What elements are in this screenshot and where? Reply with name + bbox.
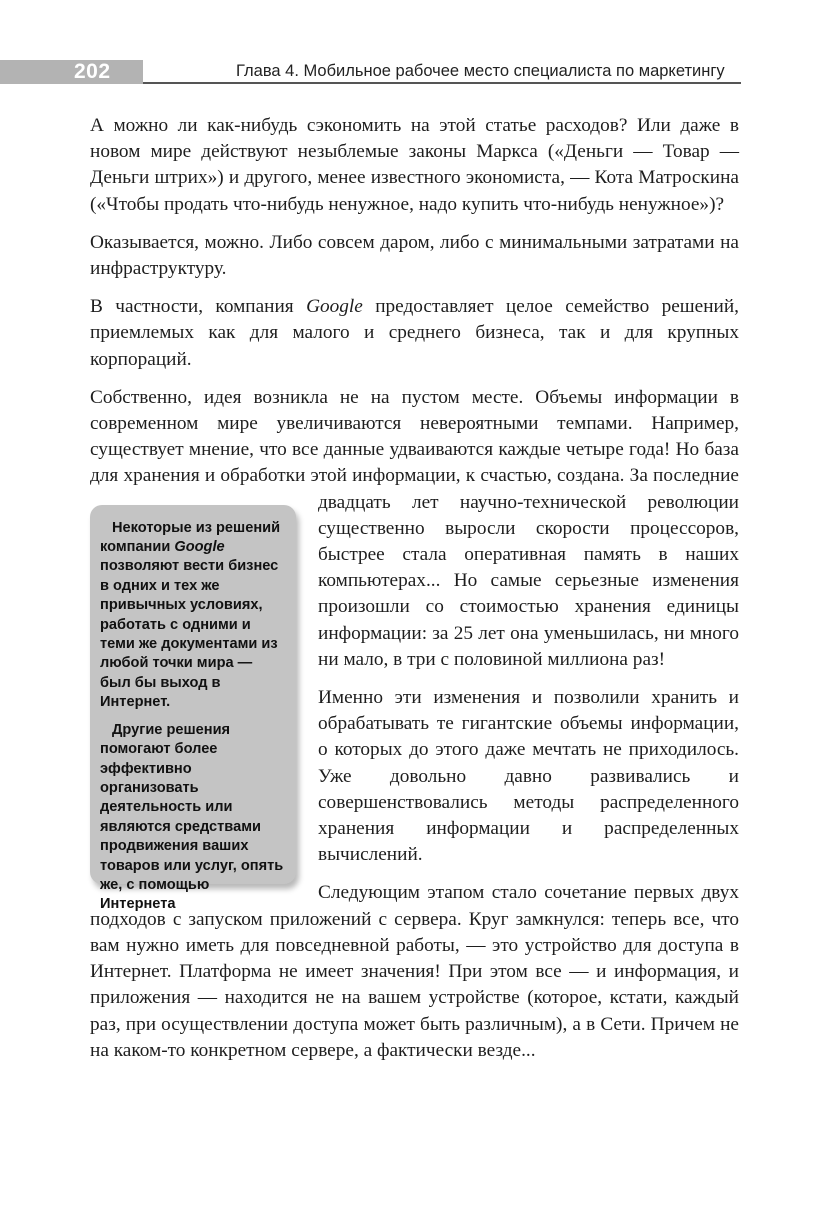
sidebar-google-name: Google xyxy=(174,539,225,556)
paragraph-2: Оказывается, можно. Либо совсем даром, либо с минимальными затратами на инфраструктуру. xyxy=(90,231,739,280)
google-name: Google xyxy=(306,296,363,318)
paragraph-4-end: создана. За последние двадцать лет научно-технической революции существенно выросли скорости процессоров, быстрее стала оперативная память в наших компьютерах... Но самые серьезные изменения произошли со стоимостью хранения единицы информации: за 25 лет она уменьшилась, ни много ни мало, в три с половиной миллиона раз! xyxy=(318,465,739,670)
sidebar-note xyxy=(90,505,296,913)
page-number-band xyxy=(0,60,143,84)
paragraph-3-start: В частности, компания xyxy=(90,296,307,318)
chapter-running-title: Глава 4. Мобильное рабочее место специалиста по маркетингу xyxy=(236,62,725,80)
sidebar-note-1-start: Некоторые из решений компании xyxy=(100,519,281,556)
page-number: 202 xyxy=(74,60,111,83)
paragraph-4-start: Собственно, идея возникла не на пустом месте. Объемы информации в современном мире увеличиваются невероятными темпами. Например, существует мнение, что все данные удваиваются каждые четыре года! Но база для хранения и обработки этой информации, к счастью, xyxy=(90,386,739,487)
body-text xyxy=(90,113,739,1064)
paragraph-6: Следующим этапом стало сочетание первых двух подходов с запуском приложений с сервера. Круг замкнулся: теперь все, что вам нужно иметь для повседневной работы, — это устройство для доступа в Интернет. Платформа не имеет значения! При этом все — и информация, и приложения — находится не на вашем устройстве (которое, кстати, каждый раз, при осуществлении доступа может быть различным), а в Сети. Причем не на каком-то конкретном сервере, а фактически везде... xyxy=(90,882,739,1061)
paragraph-3 xyxy=(90,294,739,373)
sidebar-note-1 xyxy=(100,519,286,713)
sidebar-note-2: Другие решения помогают более эффективно организовать деятельность или являются средствами продвижения ваших товаров или услуг, опять же, с помощью Интернета xyxy=(100,721,284,913)
sidebar-note-1-end: позволяют вести бизнес в одних и тех же привычных условиях, работать с одними и теми же документами из любой точки мира — был бы выход в Интернет. xyxy=(100,558,279,711)
header-rule xyxy=(143,82,741,84)
paragraph-5: Именно эти изменения и позволили хранить и обрабатывать те гигантские объемы информации, о которых до этого даже мечтать не приходилось. Уже довольно давно развивались и совершенствовались методы распределенного хранения информации и распределенных вычислений. xyxy=(318,687,739,866)
paragraph-1: А можно ли как-нибудь сэкономить на этой статье расходов? Или даже в новом мире действуют незыблемые законы Маркса («Деньги — Товар — Деньги штрих») и другого, менее известного экономиста, — Кота Матроскина («Чтобы продать что-нибудь ненужное, надо купить что-нибудь ненужное»)? xyxy=(90,115,739,215)
page-header xyxy=(0,60,745,84)
paragraph-3-end: предоставляет целое семейство решений, приемлемых как для малого и среднего бизнеса, так и для крупных корпораций. xyxy=(90,296,739,370)
